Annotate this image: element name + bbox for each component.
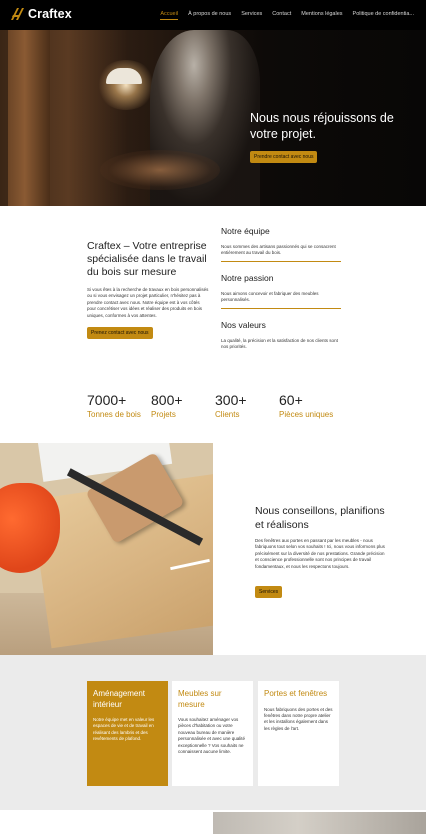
service-card-title: Portes et fenêtres: [264, 689, 328, 698]
service-card-portes-fenetres[interactable]: [258, 681, 339, 786]
value-text: Nous sommes des artisans passionnés qui se consacrent entièrement au travail du bois.: [221, 244, 336, 256]
value-block-team: [221, 226, 341, 262]
nav-item-accueil[interactable]: Accueil: [160, 11, 178, 20]
hero-title: Nous nous réjouissons de votre projet.: [250, 111, 394, 141]
hero-lamp: [106, 68, 142, 84]
value-title: Notre passion: [221, 273, 274, 283]
stat-clients: [215, 392, 279, 419]
stat-value: 800+: [151, 392, 183, 408]
stat-projets: [151, 392, 215, 419]
hero-wood-post: [8, 30, 50, 206]
hero-section: [0, 30, 426, 206]
next-section-image: [213, 812, 426, 834]
stat-label: Tonnes de bois: [87, 410, 141, 419]
nav-item-contact[interactable]: Contact: [272, 11, 292, 17]
about-title: Craftex – Votre entreprise spécialisée dans le travail du bois sur mesure: [87, 240, 207, 278]
workshop-desk-image: [0, 443, 213, 655]
service-card-text: Notre équipe met en valeur les espaces de vie et de travail en réalisant des lambris et des revêtements de plafond.: [93, 717, 155, 742]
stat-label: Clients: [215, 410, 240, 419]
stat-label: Projets: [151, 410, 176, 419]
service-card-text: Vous souhaitez aménager vos pièces d'habitation ou votre nouveau bureau de manière personnalisée et avec une qualité exceptionnelle ? Vos souhaits ne connaissent aucune limite.: [178, 717, 246, 755]
advice-title: Nous conseillons, planifions et réalisons: [255, 505, 385, 531]
value-block-passion: [221, 273, 341, 309]
nav-item-mentions-legales[interactable]: Mentions légales: [301, 11, 343, 17]
hero-workbench: [100, 150, 220, 190]
hero-contact-button[interactable]: Prendre contact avec nous: [250, 151, 317, 163]
top-navbar: [0, 0, 426, 30]
about-text: Si vous êtes à la recherche de travaux en bois personnalisés ou si vous envisagez un projet particulier, n'hésitez pas à prendre contact avec nous. Notre équipe est à vos côtés pour concrétiser vos idées et réaliser des produits en bois uniques, conformes à vos attentes.: [87, 287, 209, 318]
craftex-logo-icon: [10, 7, 25, 21]
value-divider: [221, 261, 341, 263]
service-card-meubles[interactable]: [172, 681, 253, 786]
services-button[interactable]: Services: [255, 586, 282, 598]
service-card-title: Meubles sur mesure: [178, 689, 222, 709]
value-text: Nous aimons concevoir et fabriquer des meubles personnalisés.: [221, 291, 319, 303]
value-text: La qualité, la précision et la satisfaction de nos clients sont nos priorités.: [221, 338, 338, 350]
service-card-text: Nous fabriquons des portes et des fenêtres dans notre propre atelier et les installons également dans les règles de l'art.: [264, 706, 333, 731]
nav-item-a-propos[interactable]: À propos de nous: [188, 11, 232, 17]
stat-value: 300+: [215, 392, 247, 408]
stat-value: 7000+: [87, 392, 127, 408]
brand-name: Craftex: [28, 7, 72, 21]
stat-value: 60+: [279, 392, 303, 408]
brand-logo-link[interactable]: [10, 7, 72, 21]
value-title: Notre équipe: [221, 226, 270, 236]
value-divider: [221, 308, 341, 310]
nav-item-services[interactable]: Services: [241, 11, 263, 17]
stat-tonnes: [87, 392, 151, 419]
stat-label: Pièces uniques: [279, 410, 334, 419]
advice-text: Des fenêtres aux portes en passant par les meubles - nous fabriquons tout selon vos souhaits ! Ici, nous vous informons plus précisément sur la diversité de nos prestations. Grande précision et conscience professionnelle sont nos principes de travail fondamentaux, et nous les respectons toujours.: [255, 538, 385, 569]
service-card-title: Aménagement intérieur: [93, 689, 146, 709]
main-menu: [160, 11, 414, 20]
value-title: Nos valeurs: [221, 320, 266, 330]
value-block-values: [221, 320, 341, 351]
stat-pieces-uniques: [279, 392, 343, 419]
service-card-amenagement[interactable]: [87, 681, 168, 786]
about-contact-button[interactable]: Prenez contact avec nous: [87, 327, 153, 339]
nav-item-politique-confidentialite[interactable]: Politique de confidentia...: [352, 11, 414, 17]
